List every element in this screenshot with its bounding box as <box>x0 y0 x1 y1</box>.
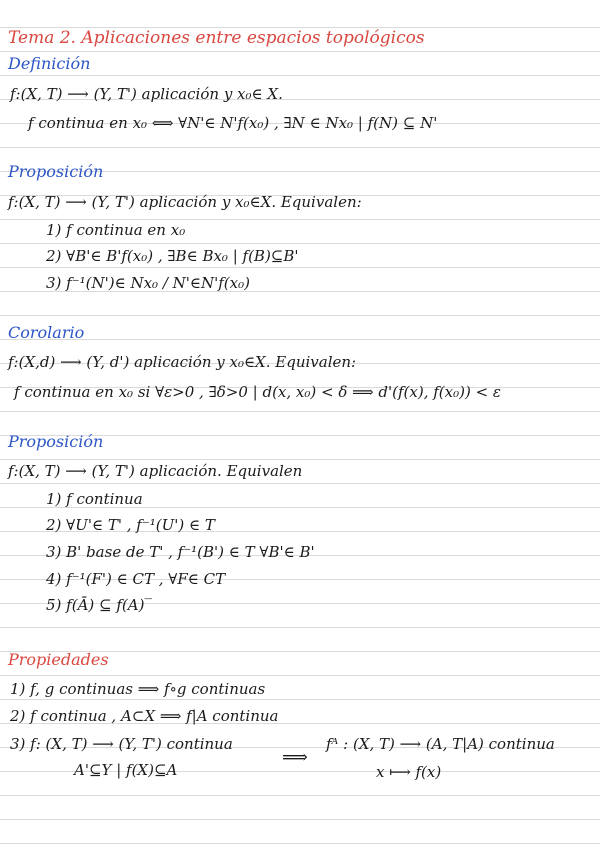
implies-arrow: ⟹ <box>282 747 308 768</box>
definition-line-2: f continua en x₀ ⟺ ∀N'∈ N'f(x₀) , ∃N ∈ Nx₀ | f(N) ⊆ N' <box>28 114 438 132</box>
proposition-2-item-2: 2) ∀U'∈ T' , f⁻¹(U') ∈ T <box>46 516 215 534</box>
proposition-2-item-4: 4) f⁻¹(F') ∈ CT , ∀F∈ CT <box>46 570 226 588</box>
properties-item-2: 2) f continua , A⊂X ⟹ f|A continua <box>10 707 279 725</box>
corollary-heading: Corolario <box>8 323 85 342</box>
properties-item-3-left: 3) f: (X, T) ⟶ (Y, T') continua <box>10 735 233 753</box>
proposition-1-item-2: 2) ∀B'∈ B'f(x₀) , ∃B∈ Bx₀ | f(B)⊆B' <box>46 247 299 265</box>
properties-heading: Propiedades <box>8 650 109 669</box>
corollary-line-1: f:(X,d) ⟶ (Y, d') aplicación y x₀∈X. Equivalen: <box>8 353 357 371</box>
proposition-1-line-1: f:(X, T) ⟶ (Y, T') aplicación y x₀∈X. Equivalen: <box>8 193 362 211</box>
proposition-2-item-5: 5) f(Ā) ⊆ f(A)‾ <box>46 596 152 614</box>
definition-heading: Definición <box>8 54 91 73</box>
definition-line-1: f:(X, T) ⟶ (Y, T') aplicación y x₀∈ X. <box>10 85 283 103</box>
properties-item-3-right: fᴬ : (X, T) ⟶ (A, T|A) continua <box>326 735 555 753</box>
proposition-1-item-1: 1) f continua en x₀ <box>46 221 186 239</box>
proposition-2-line-1: f:(X, T) ⟶ (Y, T') aplicación. Equivalen <box>8 462 303 480</box>
properties-item-1: 1) f, g continuas ⟹ f∘g continuas <box>10 680 266 698</box>
proposition-2-item-3: 3) B' base de T' , f⁻¹(B') ∈ T ∀B'∈ B' <box>46 543 315 561</box>
proposition-1-heading: Proposición <box>8 162 104 181</box>
corollary-line-2: f continua en x₀ si ∀ε>0 , ∃δ>0 | d(x, x₀) < δ ⟹ d'(f(x), f(x₀)) < ε <box>14 383 501 401</box>
page-title: Tema 2. Aplicaciones entre espacios topológicos <box>8 28 425 48</box>
proposition-1-item-3: 3) f⁻¹(N')∈ Nx₀ / N'∈N'f(x₀) <box>46 274 250 292</box>
proposition-2-item-1: 1) f continua <box>46 490 143 508</box>
properties-item-3-mapping: x ⟼ f(x) <box>376 763 442 781</box>
properties-item-3-condition: A'⊆Y | f(X)⊆A <box>74 761 178 779</box>
proposition-2-heading: Proposición <box>8 432 104 451</box>
